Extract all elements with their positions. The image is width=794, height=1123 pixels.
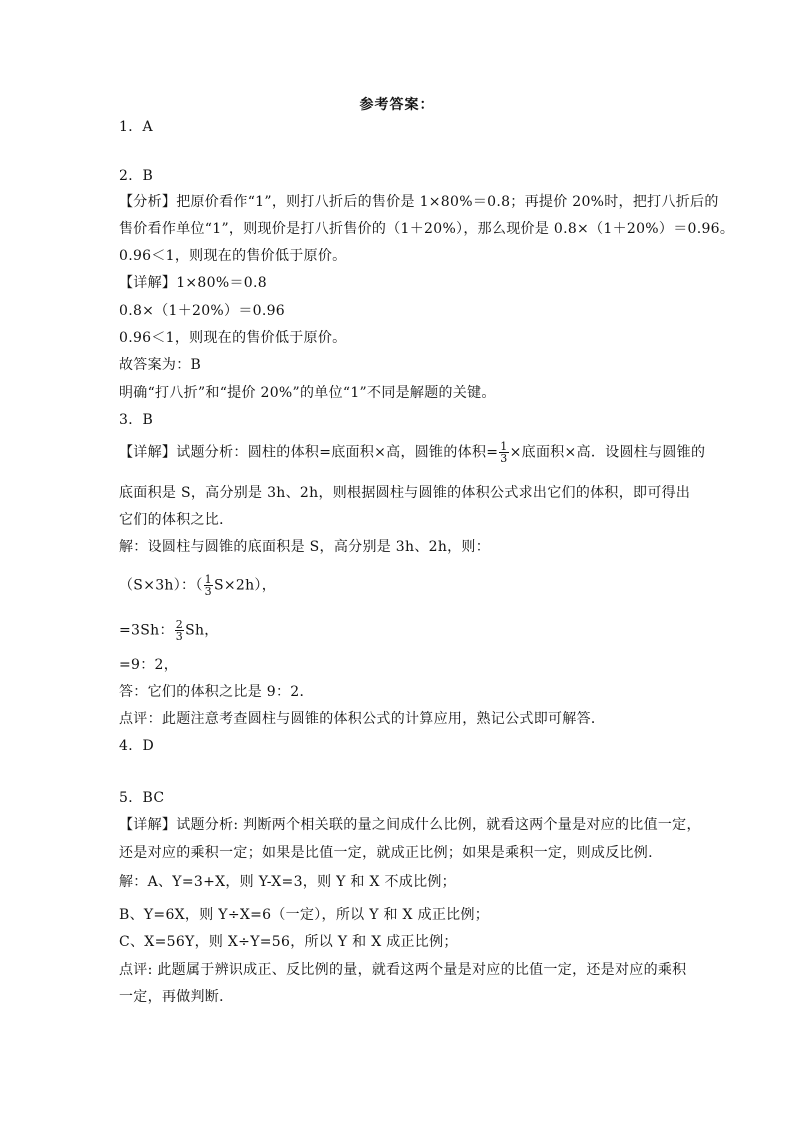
q3-expression-3: =9：2，: [119, 657, 179, 673]
answer-2: 2．B: [119, 168, 154, 184]
q3-expr1-text-a: （S×3h）：（: [119, 577, 203, 594]
q5-solution-a: 解：A、Y=3+X，则 Y-X=3，则 Y 和 X 不成比例；: [119, 874, 456, 890]
q2-analysis-line-3: 0.96＜1，则现在的售价低于原价。: [119, 248, 347, 264]
answer-5: 5．BC: [119, 790, 165, 806]
q5-detail-line-1: 【详解】试题分析: 判断两个相关联的量之间成什么比例，就看这两个量是对应的比值一定，: [119, 817, 701, 833]
fraction-denominator: 3: [500, 452, 508, 465]
q3-comment: 点评：此题注意考查圆柱与圆锥的体积公式的计算应用，熟记公式即可解答．: [119, 711, 606, 727]
q2-conclusion: 故答案为：B: [119, 357, 202, 373]
q5-solution-c: C、X=56Y，则 X÷Y=56，所以 Y 和 X 成正比例；: [119, 934, 458, 950]
q2-detail-line-1: 【详解】1×80%＝0.8: [119, 275, 267, 291]
q3-expr2-text-a: =3Sh：: [119, 622, 174, 639]
answer-3: 3．B: [119, 412, 154, 428]
fraction-denominator: 3: [204, 585, 212, 598]
fraction-numerator: 1: [500, 440, 508, 453]
q2-analysis-line-2: 售价看作单位“1”，则现价是打八折售价的（1＋20%），那么现价是 0.8×（1＋20%）＝0.96。: [119, 221, 735, 237]
q5-comment-line-1: 点评: 此题属于辨识成正、反比例的量，就看这两个量是对应的比值一定，还是对应的乘积: [119, 962, 687, 978]
q3-expr1-text-b: S×2h），: [213, 577, 277, 594]
page-title: 参考答案：: [359, 97, 435, 113]
q3-detail-text-a: 【详解】试题分析：圆柱的体积=底面积×高，圆锥的体积=: [119, 444, 499, 461]
q2-detail-line-2: 0.8×（1＋20%）＝0.96: [119, 303, 285, 319]
fraction-two-thirds: [175, 619, 184, 642]
answer-4: 4．D: [119, 738, 155, 754]
q3-detail-text-b: ×底面积×高．设圆柱与圆锥的: [509, 444, 706, 461]
q2-analysis-line-1: 【分析】把原价看作“1”，则打八折后的售价是 1×80%＝0.8；再提价 20%时，把打八折后的: [119, 194, 719, 210]
q3-detail-line-1: [119, 441, 705, 464]
q2-key-point: 明确“打八折”和“提价 20%”的单位“1”不同是解题的关键。: [119, 385, 496, 401]
q3-detail-line-3: 它们的体积之比．: [119, 512, 234, 528]
q3-solution-intro: 解：设圆柱与圆锥的底面积是 S，高分别是 3h、2h，则：: [119, 539, 491, 555]
fraction-denominator: 3: [175, 630, 184, 643]
fraction-numerator: 1: [204, 573, 212, 586]
fraction-one-third: [499, 441, 508, 464]
q5-comment-line-2: 一定，再做判断．: [119, 989, 234, 1005]
q3-answer: 答：它们的体积之比是 9：2．: [119, 684, 314, 700]
q3-expression-2: [119, 619, 219, 642]
q3-expr2-text-b: Sh，: [185, 622, 219, 639]
q5-solution-b: B、Y=6X，则 Y÷X=6（一定），所以 Y 和 X 成正比例；: [119, 907, 490, 923]
q3-detail-line-2: 底面积是 S，高分别是 3h、2h，则根据圆柱与圆锥的体积公式求出它们的体积，即可得出: [119, 485, 691, 501]
q3-expression-1: [119, 574, 276, 597]
q5-detail-line-2: 还是对应的乘积一定；如果是比值一定，就成正比例；如果是乘积一定，则成反比例.: [119, 845, 653, 861]
fraction-numerator: 2: [175, 618, 184, 631]
answer-1: 1．A: [119, 119, 153, 135]
fraction-one-third: [204, 574, 213, 597]
q2-detail-line-3: 0.96＜1，则现在的售价低于原价。: [119, 330, 347, 346]
